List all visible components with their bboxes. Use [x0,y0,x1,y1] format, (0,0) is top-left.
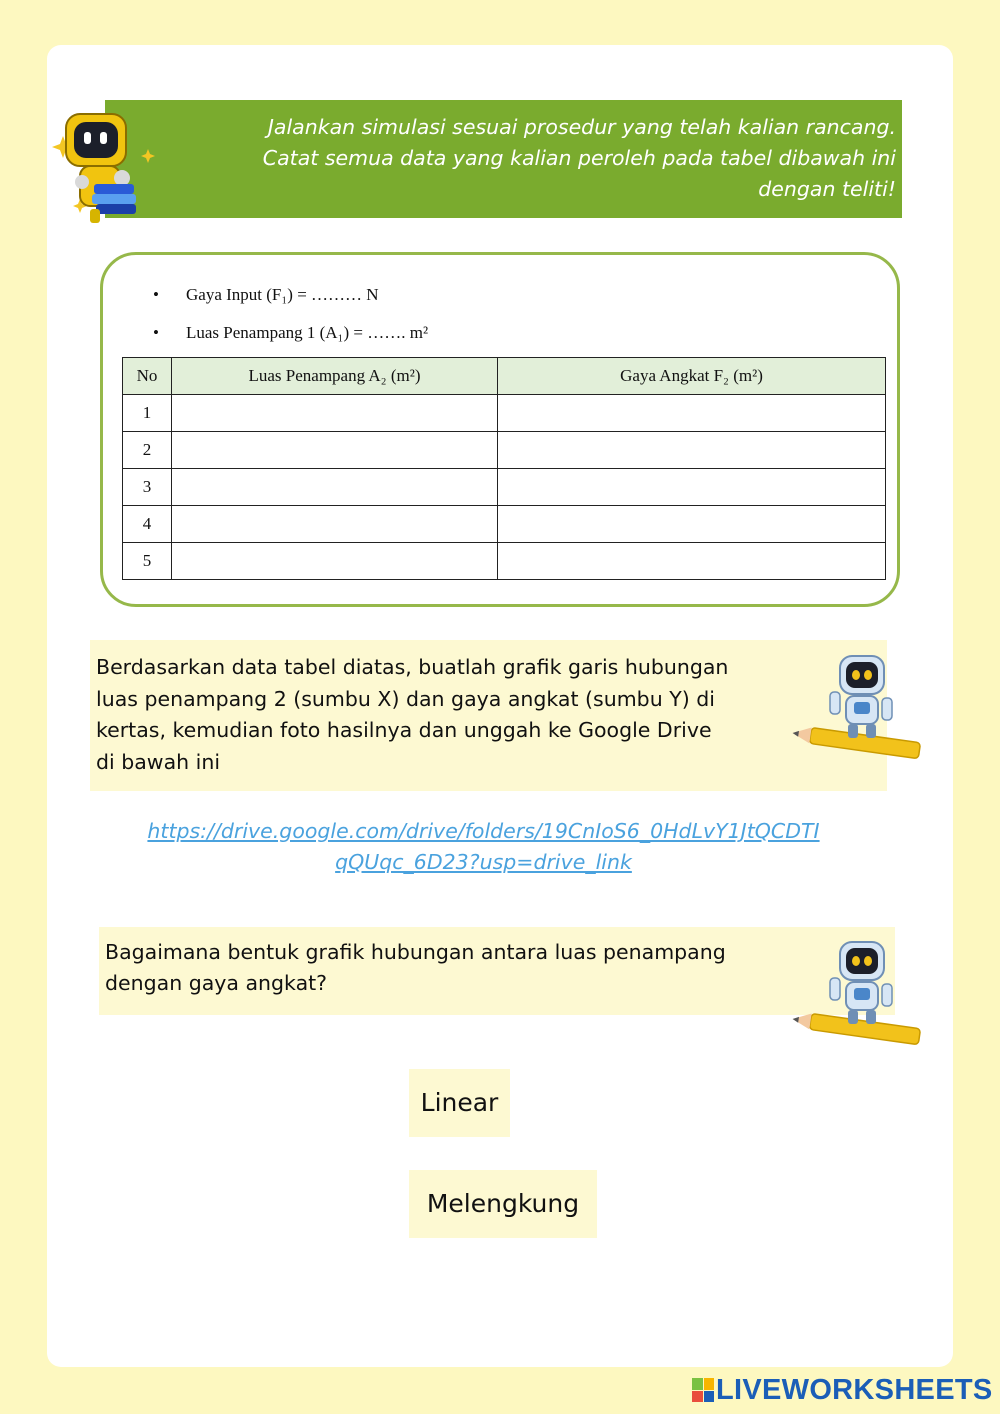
column-header: No [123,358,172,395]
option-curved[interactable]: Melengkung [409,1170,597,1238]
brand-name: LIVEWORKSHEETS [716,1373,993,1406]
area-cell[interactable] [172,506,498,543]
row-number: 2 [123,432,172,469]
instruction-banner [105,100,902,218]
task-line: di bawah ini [96,749,221,774]
task-line: kertas, kemudian foto hasilnya dan unggah ke Google Drive [96,718,712,742]
question-line: dengan gaya angkat? [105,971,328,995]
force-cell[interactable] [498,432,886,469]
force-cell[interactable] [498,395,886,432]
instruction-line: dengan teliti! [758,177,896,201]
robot-pencil-icon [790,938,925,1050]
table-row [123,395,886,432]
task-line: luas penampang 2 (sumbu X) dan gaya angkat (sumbu Y) di [96,686,715,711]
force-cell[interactable] [498,506,886,543]
instruction-line: Catat semua data yang kalian peroleh pada tabel dibawah ini [262,146,896,170]
task-line: Berdasarkan data tabel diatas, buatlah grafik garis hubungan [96,655,729,679]
graph-shape-question [99,927,895,1015]
list-item [153,283,428,321]
link-line[interactable]: qQUqc_6D23?usp=drive_link [335,850,632,874]
liveworksheets-logo-icon [692,1378,714,1402]
column-header: Luas Penampang A₂ (m²) [172,358,498,395]
row-number: 4 [123,506,172,543]
column-header: Gaya Angkat F₂ (m²) [498,358,886,395]
list-item [153,321,428,359]
link-line[interactable]: https://drive.google.com/drive/folders/19CnIoS6_0HdLvY1JtQCDTI [147,819,820,843]
area-cell[interactable] [172,395,498,432]
bullet-icon: • [153,323,159,342]
google-drive-link[interactable] [90,816,877,878]
liveworksheets-logo [692,1373,993,1407]
option-linear[interactable]: Linear [409,1069,510,1137]
table-row [123,543,886,580]
area-cell[interactable] [172,469,498,506]
bullet-icon: • [153,285,159,304]
area-cell[interactable] [172,543,498,580]
input-values-list [153,283,428,359]
table-row [123,506,886,543]
table-row [123,469,886,506]
graph-task-box [90,640,887,791]
data-table [122,357,886,580]
row-number: 5 [123,543,172,580]
row-number: 1 [123,395,172,432]
table-row [123,432,886,469]
table-header-row [123,358,886,395]
robot-pencil-icon [790,652,925,764]
robot-mascot-icon [48,104,163,226]
area-cell[interactable] [172,432,498,469]
row-number: 3 [123,469,172,506]
force-cell[interactable] [498,469,886,506]
instruction-line: Jalankan simulasi sesuai prosedur yang telah kalian rancang. [267,115,896,139]
question-line: Bagaimana bentuk grafik hubungan antara luas penampang [105,940,726,964]
force-cell[interactable] [498,543,886,580]
area-1-label: Luas Penampang 1 (A₁) = ……. m² [186,323,429,342]
force-input-label: Gaya Input (F₁) = ……… N [186,285,379,304]
